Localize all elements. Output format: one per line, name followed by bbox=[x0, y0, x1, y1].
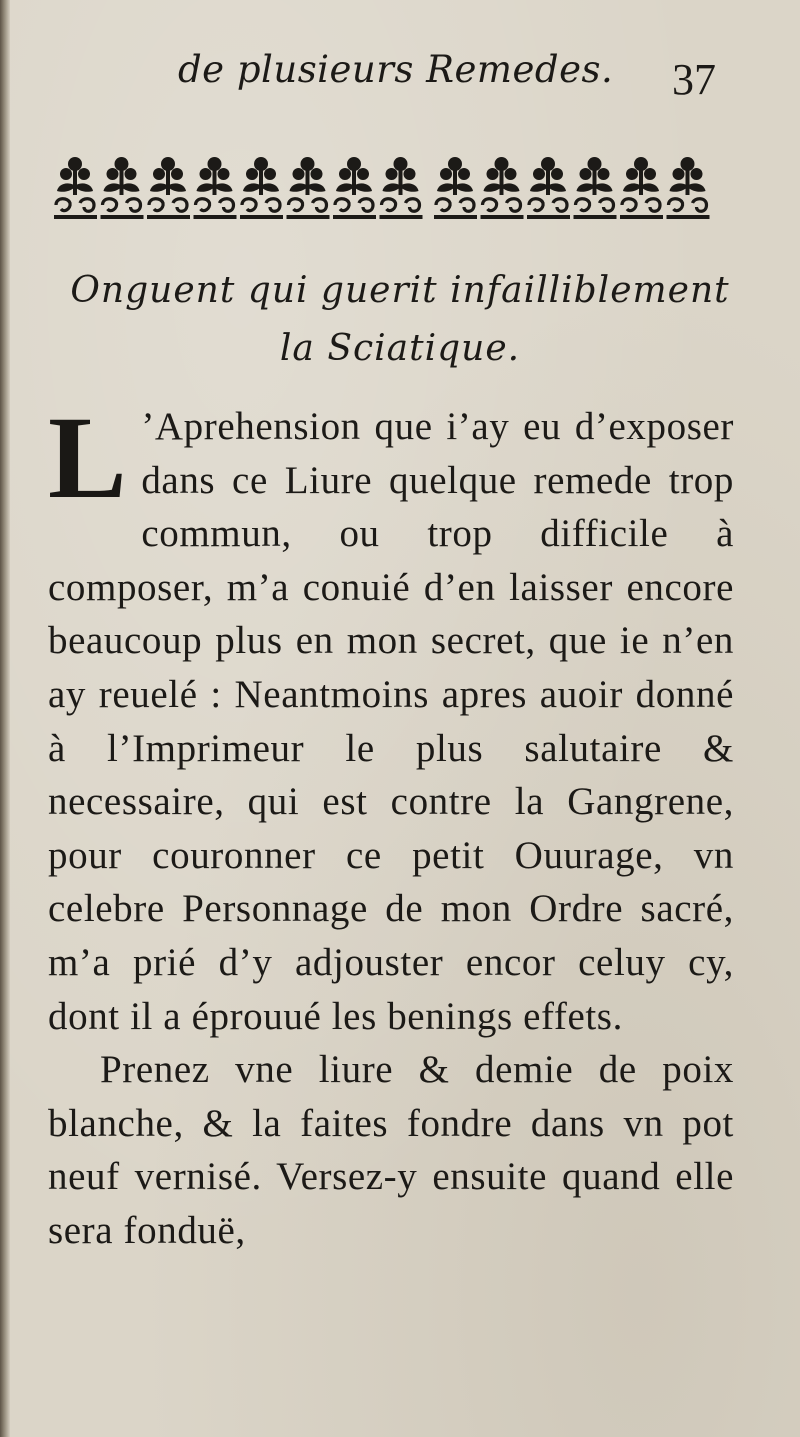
running-head bbox=[0, 48, 800, 108]
fleuron-icon bbox=[481, 157, 524, 219]
page-number: 37 bbox=[672, 55, 716, 104]
paragraph-2 bbox=[48, 1043, 734, 1257]
fleuron-icon bbox=[333, 157, 376, 219]
fleuron-icon bbox=[287, 157, 330, 219]
fleuron-icon bbox=[380, 157, 423, 219]
fleuron-icon bbox=[527, 157, 570, 219]
section-heading bbox=[0, 262, 800, 378]
binding-edge bbox=[0, 0, 10, 1437]
paragraph-1-text: ’Aprehension que i’ay eu d’exposer dans ce Liure quelque remede trop commun, ou trop difficile à composer, m’a conuié d’en laisser encore beaucoup plus en mon secret, que ie n’en ay reuelé : Neantmoins apres auoir donné à l’Imprimeur le plus salutaire & necessaire, qui est contre la Gangrene, pour couronner ce petit Ouurage, vn celebre Personnage de mon Ordre sacré, m’a prié d’y adjouster encor celuy cy, dont il a éprouué les benings effets. bbox=[48, 405, 734, 1038]
running-title: de plusieurs Remedes. bbox=[178, 48, 614, 91]
fleuron-icon bbox=[667, 157, 710, 219]
fleuron-icon bbox=[147, 157, 190, 219]
heading-line-1: Onguent qui guerit infailliblement bbox=[70, 270, 730, 311]
fleuron-icon bbox=[574, 157, 617, 219]
drop-cap: L bbox=[48, 392, 128, 523]
heading-line-2: la Sciatique. bbox=[279, 328, 521, 369]
paragraph-2-text: Prenez vne liure & demie de poix blanche, & la faites fondre dans vn pot neuf vernisé. Versez-y ensuite quand elle sera fonduë, bbox=[48, 1048, 734, 1252]
fleuron-band-ornament bbox=[50, 155, 740, 227]
fleuron-icon bbox=[434, 157, 477, 219]
fleuron-icon bbox=[620, 157, 663, 219]
fleuron-icon bbox=[54, 157, 97, 219]
body-text bbox=[48, 392, 734, 1258]
fleuron-icon bbox=[194, 157, 237, 219]
fleuron-icon bbox=[101, 157, 144, 219]
fleuron-icon bbox=[240, 157, 283, 219]
paragraph-1 bbox=[48, 392, 734, 1043]
